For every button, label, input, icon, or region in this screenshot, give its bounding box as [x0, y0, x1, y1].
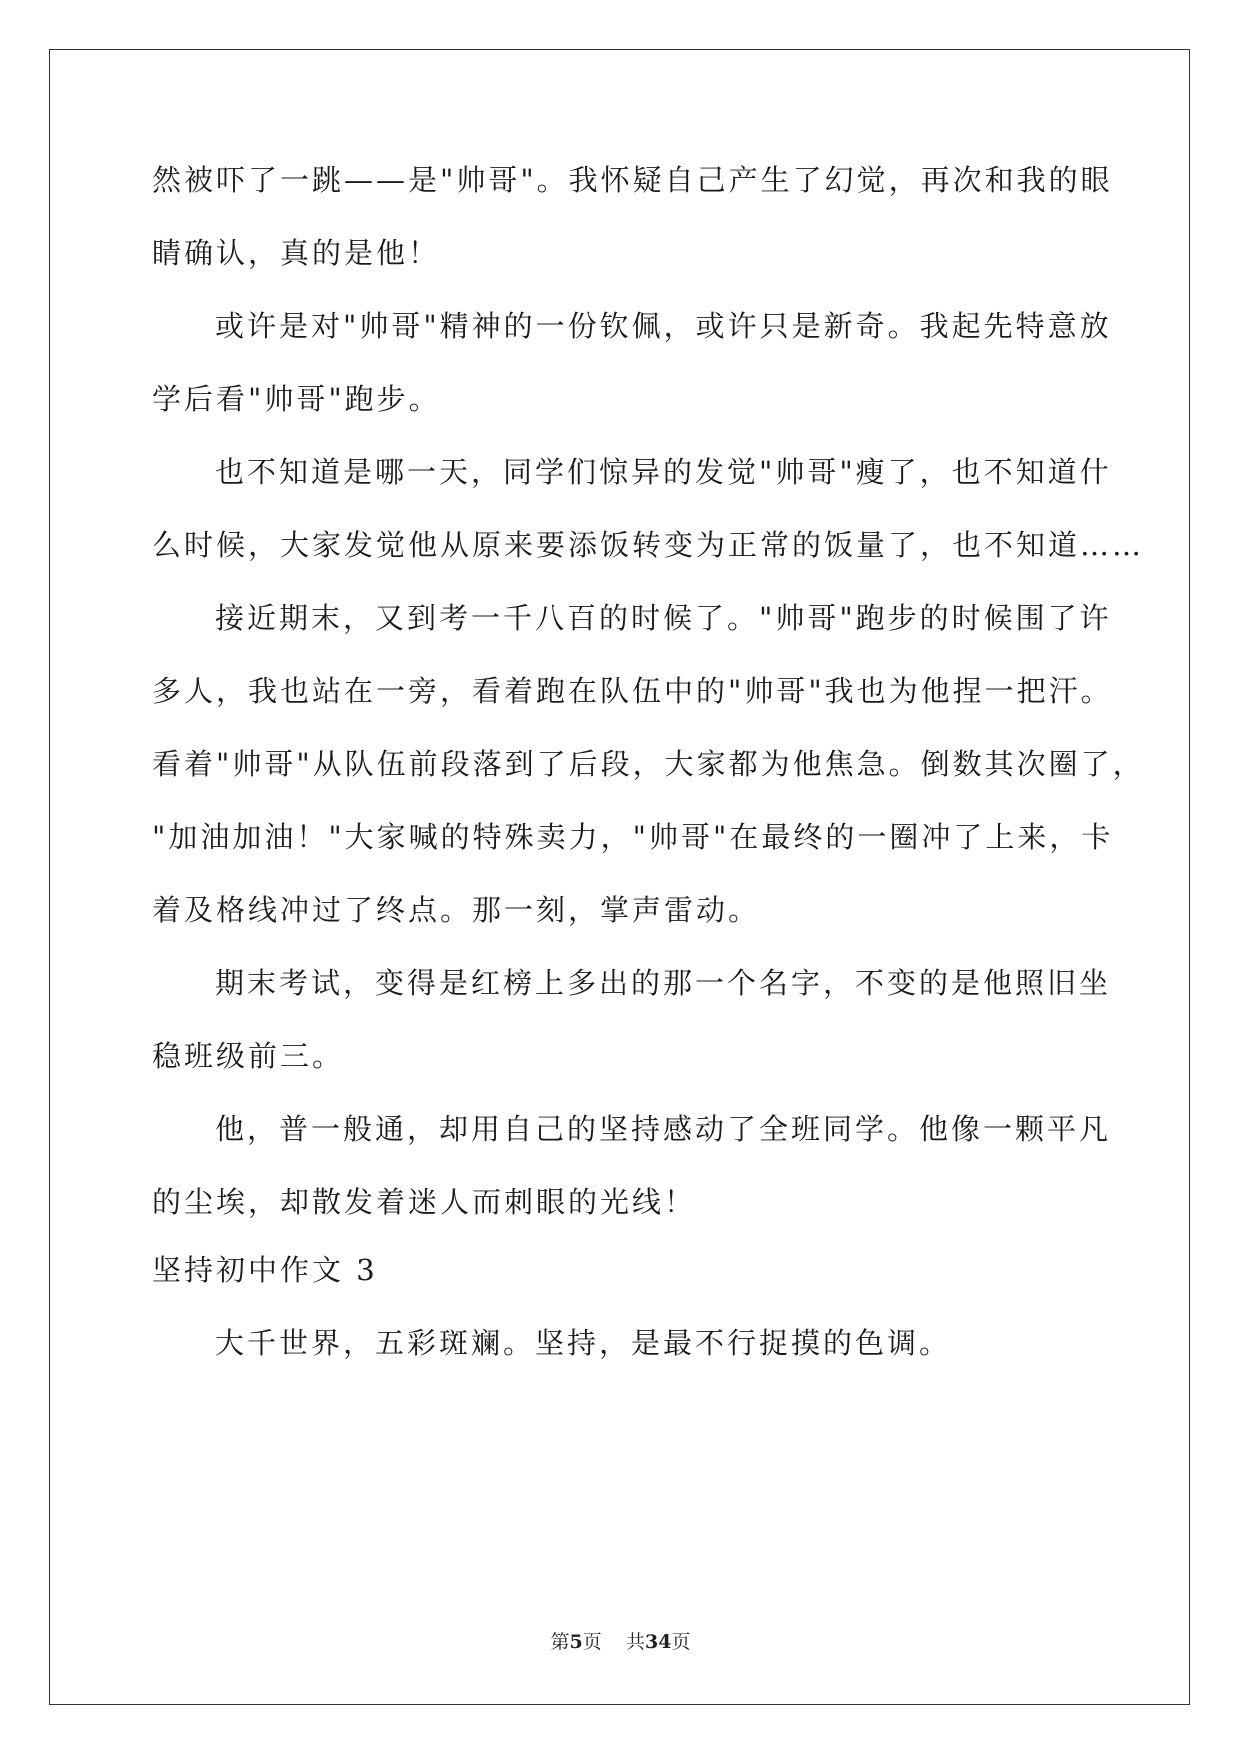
- paragraph-start: 他，普一般通，却用自己的坚持感动了全班同学。他像一颗平凡: [215, 1112, 1112, 1146]
- text-line: 的尘埃，却散发着迷人而刺眼的光线！: [152, 1185, 697, 1219]
- text-line: "加油加油！"大家喊的特殊卖力，"帅哥"在最终的一圈冲了上来，卡: [152, 820, 1114, 854]
- page-label-suffix: 页: [582, 1631, 602, 1653]
- paragraph-start: 期末考试，变得是红榜上多出的那一个名字，不变的是他照旧坐: [215, 966, 1112, 1000]
- text-line: 多人，我也站在一旁，看着跑在队伍中的"帅哥"我也为他捏一把汗。: [152, 674, 1113, 708]
- text-line: 么时候，大家发觉他从原来要添饭转变为正常的饭量了，也不知道……: [152, 528, 1145, 562]
- section-heading: 坚持初中作文 3: [152, 1253, 378, 1287]
- page-border: [49, 49, 1190, 1705]
- text-line: 看着"帅哥"从队伍前段落到了后段，大家都为他焦急。倒数其次圈了，: [152, 747, 1145, 781]
- text-line: 着及格线冲过了终点。那一刻，掌声雷动。: [152, 893, 761, 927]
- paragraph-start: 也不知道是哪一天，同学们惊异的发觉"帅哥"瘦了，也不知道什: [215, 455, 1112, 489]
- total-pages: 34: [644, 1631, 672, 1653]
- paragraph-start: 大千世界，五彩斑斓。坚持，是最不行捉摸的色调。: [215, 1326, 952, 1360]
- total-label-suffix: 页: [671, 1631, 691, 1653]
- page-footer: [0, 1630, 1241, 1654]
- paragraph-start: 接近期末，又到考一千八百的时候了。"帅哥"跑步的时候围了许: [215, 601, 1112, 635]
- text-line: 睛确认，真的是他！: [152, 236, 441, 270]
- total-label-prefix: 共: [625, 1631, 645, 1653]
- paragraph-start: 或许是对"帅哥"精神的一份钦佩，或许只是新奇。我起先特意放: [215, 309, 1112, 343]
- page-label-prefix: 第: [550, 1631, 570, 1653]
- text-line: 稳班级前三。: [152, 1039, 345, 1073]
- text-line: 然被吓了一跳——是"帅哥"。我怀疑自己产生了幻觉，再次和我的眼: [152, 163, 1113, 197]
- page-number: 5: [569, 1631, 583, 1653]
- text-line: 学后看"帅哥"跑步。: [152, 382, 441, 416]
